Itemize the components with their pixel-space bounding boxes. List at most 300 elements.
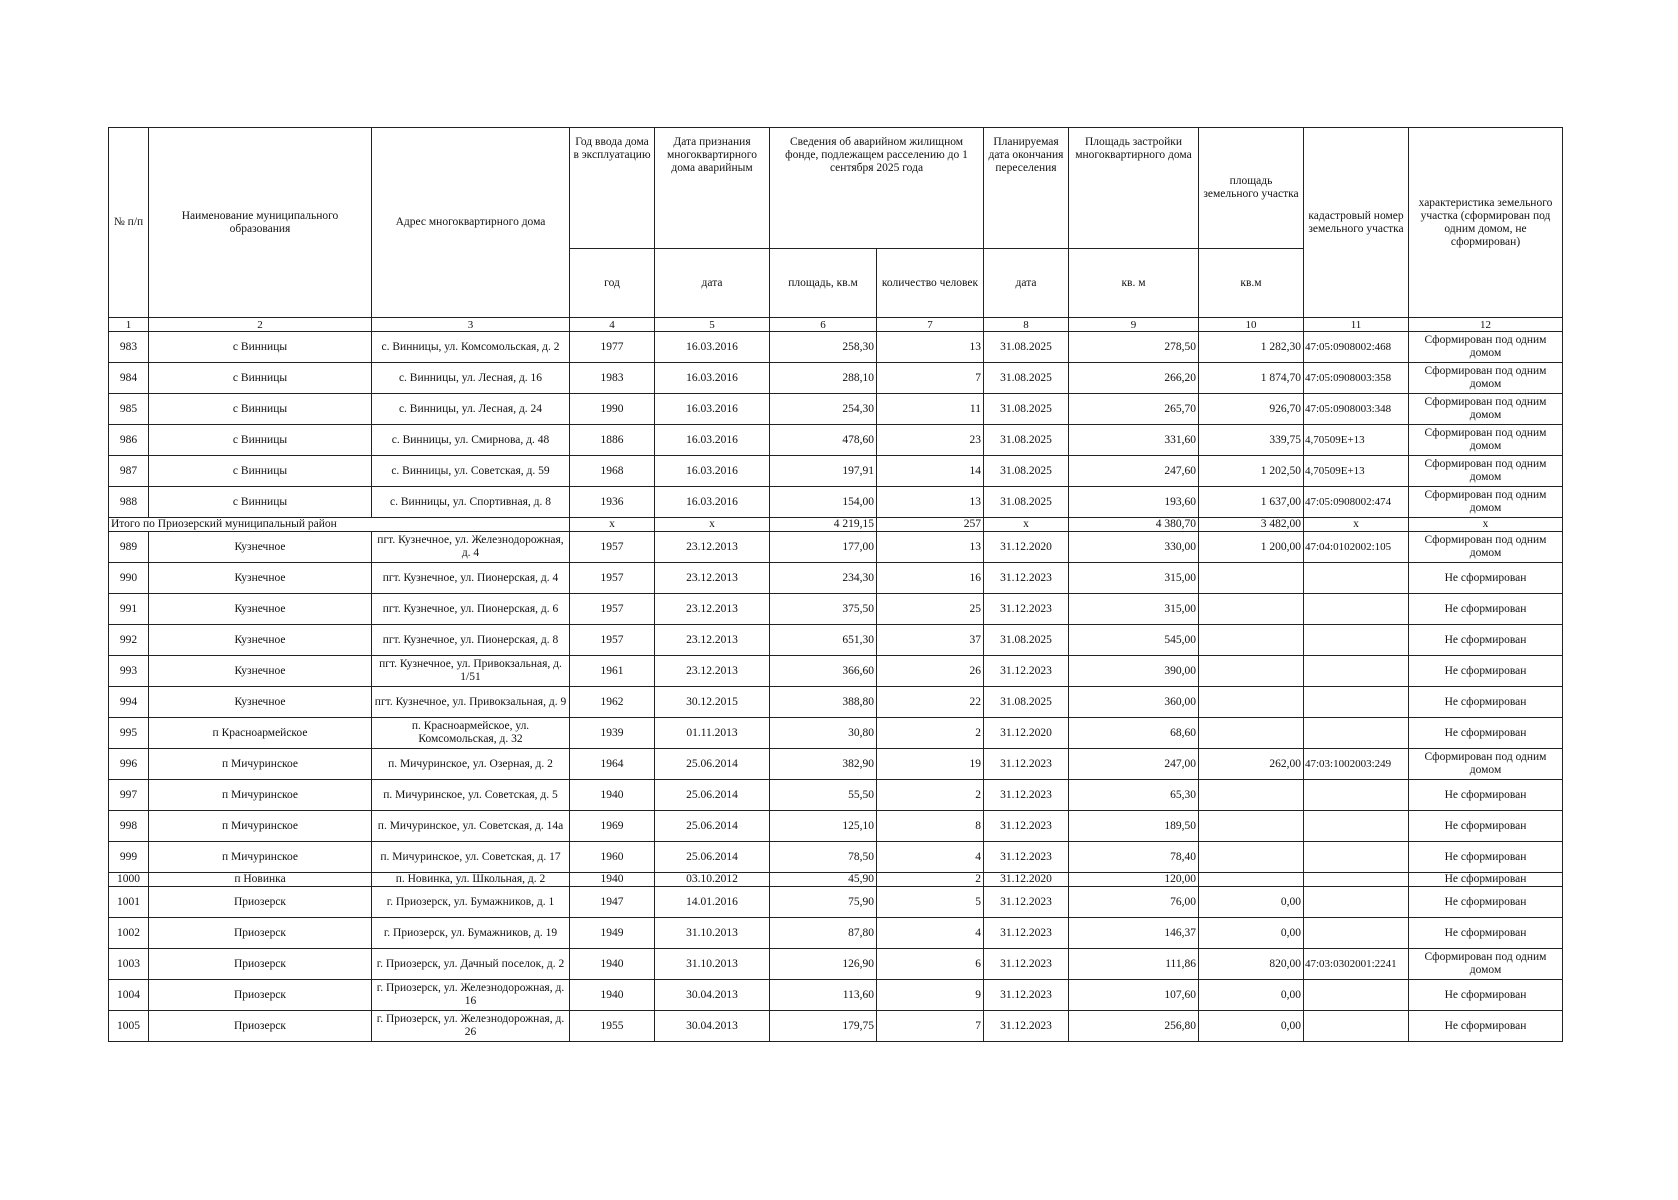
row-planned-date: 31.12.2020 bbox=[984, 873, 1069, 887]
row-number: 991 bbox=[109, 594, 149, 625]
row-cadastral bbox=[1304, 718, 1409, 749]
row-building-area: 107,60 bbox=[1069, 980, 1199, 1011]
row-municipality: с Винницы bbox=[149, 456, 372, 487]
row-number: 1004 bbox=[109, 980, 149, 1011]
row-year-built: 1969 bbox=[570, 811, 655, 842]
row-municipality: с Винницы bbox=[149, 394, 372, 425]
row-number: 990 bbox=[109, 563, 149, 594]
table-row bbox=[109, 842, 1563, 873]
row-land-area: 1 282,30 bbox=[1199, 332, 1304, 363]
table-row bbox=[109, 656, 1563, 687]
row-building-area: 65,30 bbox=[1069, 780, 1199, 811]
col-number: 6 bbox=[770, 318, 877, 332]
row-date-emergency: 25.06.2014 bbox=[655, 842, 770, 873]
table-row bbox=[109, 811, 1563, 842]
row-address: пгт. Кузнечное, ул. Пионерская, д. 6 bbox=[372, 594, 570, 625]
row-number: 985 bbox=[109, 394, 149, 425]
row-land-characteristic: Не сформирован bbox=[1409, 780, 1563, 811]
housing-register-sheet bbox=[108, 127, 1562, 1042]
row-planned-date: 31.08.2025 bbox=[984, 394, 1069, 425]
row-date-emergency: 23.12.2013 bbox=[655, 532, 770, 563]
row-land-characteristic: Сформирован под одним домом bbox=[1409, 332, 1563, 363]
header-land-characteristic: характеристика земельного участка (сформирован под одним домом, не сформирован) bbox=[1409, 128, 1563, 318]
row-area: 388,80 bbox=[770, 687, 877, 718]
table-row bbox=[109, 394, 1563, 425]
row-date-emergency: 31.10.2013 bbox=[655, 949, 770, 980]
row-building-area: 78,40 bbox=[1069, 842, 1199, 873]
table-row bbox=[109, 780, 1563, 811]
row-land-area: 1 637,00 bbox=[1199, 487, 1304, 518]
row-land-characteristic: Не сформирован bbox=[1409, 718, 1563, 749]
row-year-built: 1940 bbox=[570, 873, 655, 887]
row-address: пгт. Кузнечное, ул. Привокзальная, д. 9 bbox=[372, 687, 570, 718]
row-cadastral bbox=[1304, 687, 1409, 718]
row-land-area bbox=[1199, 656, 1304, 687]
row-cadastral bbox=[1304, 1011, 1409, 1042]
row-land-characteristic: Сформирован под одним домом bbox=[1409, 363, 1563, 394]
row-year-built: 1957 bbox=[570, 625, 655, 656]
header-address: Адрес многоквартирного дома bbox=[372, 128, 570, 318]
row-building-area: 331,60 bbox=[1069, 425, 1199, 456]
row-year-built: 1962 bbox=[570, 687, 655, 718]
row-year-built: 1939 bbox=[570, 718, 655, 749]
row-area: 30,80 bbox=[770, 718, 877, 749]
total-land-area: 3 482,00 bbox=[1199, 518, 1304, 532]
row-date-emergency: 16.03.2016 bbox=[655, 363, 770, 394]
row-municipality: п Мичуринское bbox=[149, 842, 372, 873]
row-area: 154,00 bbox=[770, 487, 877, 518]
row-land-area: 1 200,00 bbox=[1199, 532, 1304, 563]
row-address: г. Приозерск, ул. Дачный поселок, д. 2 bbox=[372, 949, 570, 980]
row-area: 197,91 bbox=[770, 456, 877, 487]
row-municipality: с Винницы bbox=[149, 487, 372, 518]
row-cadastral: 4,70509E+13 bbox=[1304, 456, 1409, 487]
row-building-area: 360,00 bbox=[1069, 687, 1199, 718]
row-area: 75,90 bbox=[770, 887, 877, 918]
row-land-characteristic: Не сформирован bbox=[1409, 687, 1563, 718]
table-row bbox=[109, 1011, 1563, 1042]
table-row bbox=[109, 456, 1563, 487]
row-address: г. Приозерск, ул. Железнодорожная, д. 26 bbox=[372, 1011, 570, 1042]
row-date-emergency: 16.03.2016 bbox=[655, 487, 770, 518]
row-people: 22 bbox=[877, 687, 984, 718]
row-address: п. Красноармейское, ул. Комсомольская, д. 32 bbox=[372, 718, 570, 749]
row-area: 254,30 bbox=[770, 394, 877, 425]
row-land-area: 0,00 bbox=[1199, 887, 1304, 918]
row-municipality: п Мичуринское bbox=[149, 811, 372, 842]
row-building-area: 390,00 bbox=[1069, 656, 1199, 687]
emergency-housing-table bbox=[108, 127, 1563, 1042]
row-people: 25 bbox=[877, 594, 984, 625]
total-cadastral: х bbox=[1304, 518, 1409, 532]
row-municipality: Приозерск bbox=[149, 1011, 372, 1042]
row-year-built: 1955 bbox=[570, 1011, 655, 1042]
row-people: 13 bbox=[877, 332, 984, 363]
row-land-characteristic: Не сформирован bbox=[1409, 1011, 1563, 1042]
row-building-area: 265,70 bbox=[1069, 394, 1199, 425]
row-year-built: 1957 bbox=[570, 532, 655, 563]
row-building-area: 111,86 bbox=[1069, 949, 1199, 980]
subheader-date: дата bbox=[655, 249, 770, 318]
table-row bbox=[109, 949, 1563, 980]
row-area: 45,90 bbox=[770, 873, 877, 887]
row-municipality: Кузнечное bbox=[149, 687, 372, 718]
row-year-built: 1947 bbox=[570, 887, 655, 918]
row-land-area: 0,00 bbox=[1199, 1011, 1304, 1042]
row-municipality: с Винницы bbox=[149, 332, 372, 363]
table-row bbox=[109, 363, 1563, 394]
row-planned-date: 31.08.2025 bbox=[984, 687, 1069, 718]
row-area: 179,75 bbox=[770, 1011, 877, 1042]
row-planned-date: 31.08.2025 bbox=[984, 363, 1069, 394]
col-number: 8 bbox=[984, 318, 1069, 332]
row-building-area: 266,20 bbox=[1069, 363, 1199, 394]
table-row bbox=[109, 687, 1563, 718]
row-building-area: 189,50 bbox=[1069, 811, 1199, 842]
row-date-emergency: 25.06.2014 bbox=[655, 811, 770, 842]
row-people: 13 bbox=[877, 532, 984, 563]
subheader-sqm: кв. м bbox=[1069, 249, 1199, 318]
row-building-area: 545,00 bbox=[1069, 625, 1199, 656]
subheader-sqm2: кв.м bbox=[1199, 249, 1304, 318]
total-date: х bbox=[655, 518, 770, 532]
row-year-built: 1957 bbox=[570, 563, 655, 594]
subheader-area: площадь, кв.м bbox=[770, 249, 877, 318]
col-number: 7 bbox=[877, 318, 984, 332]
row-people: 4 bbox=[877, 842, 984, 873]
row-number: 987 bbox=[109, 456, 149, 487]
row-address: п. Мичуринское, ул. Советская, д. 14а bbox=[372, 811, 570, 842]
row-planned-date: 31.12.2023 bbox=[984, 749, 1069, 780]
row-address: г. Приозерск, ул. Железнодорожная, д. 16 bbox=[372, 980, 570, 1011]
row-municipality: Кузнечное bbox=[149, 625, 372, 656]
row-land-characteristic: Не сформирован bbox=[1409, 980, 1563, 1011]
row-cadastral: 47:05:0908002:468 bbox=[1304, 332, 1409, 363]
row-date-emergency: 23.12.2013 bbox=[655, 594, 770, 625]
row-cadastral bbox=[1304, 594, 1409, 625]
row-address: пгт. Кузнечное, ул. Пионерская, д. 8 bbox=[372, 625, 570, 656]
row-land-area: 1 202,50 bbox=[1199, 456, 1304, 487]
row-number: 1001 bbox=[109, 887, 149, 918]
row-address: п. Мичуринское, ул. Советская, д. 5 bbox=[372, 780, 570, 811]
row-year-built: 1960 bbox=[570, 842, 655, 873]
row-building-area: 68,60 bbox=[1069, 718, 1199, 749]
col-number: 1 bbox=[109, 318, 149, 332]
row-number: 996 bbox=[109, 749, 149, 780]
row-date-emergency: 16.03.2016 bbox=[655, 332, 770, 363]
col-number: 11 bbox=[1304, 318, 1409, 332]
row-cadastral: 47:03:0302001:2241 bbox=[1304, 949, 1409, 980]
total-characteristic: х bbox=[1409, 518, 1563, 532]
row-planned-date: 31.12.2020 bbox=[984, 532, 1069, 563]
row-cadastral bbox=[1304, 980, 1409, 1011]
row-number: 988 bbox=[109, 487, 149, 518]
row-people: 37 bbox=[877, 625, 984, 656]
row-people: 4 bbox=[877, 918, 984, 949]
row-date-emergency: 30.04.2013 bbox=[655, 1011, 770, 1042]
row-land-area bbox=[1199, 842, 1304, 873]
row-planned-date: 31.08.2025 bbox=[984, 456, 1069, 487]
row-year-built: 1977 bbox=[570, 332, 655, 363]
row-number: 1000 bbox=[109, 873, 149, 887]
row-address: п. Мичуринское, ул. Озерная, д. 2 bbox=[372, 749, 570, 780]
table-row bbox=[109, 425, 1563, 456]
row-cadastral bbox=[1304, 887, 1409, 918]
row-people: 14 bbox=[877, 456, 984, 487]
row-date-emergency: 16.03.2016 bbox=[655, 394, 770, 425]
row-planned-date: 31.08.2025 bbox=[984, 332, 1069, 363]
row-land-characteristic: Сформирован под одним домом bbox=[1409, 425, 1563, 456]
row-people: 19 bbox=[877, 749, 984, 780]
row-land-area bbox=[1199, 594, 1304, 625]
row-address: с. Винницы, ул. Лесная, д. 24 bbox=[372, 394, 570, 425]
row-number: 1003 bbox=[109, 949, 149, 980]
row-area: 87,80 bbox=[770, 918, 877, 949]
row-people: 7 bbox=[877, 1011, 984, 1042]
row-municipality: Кузнечное bbox=[149, 656, 372, 687]
row-municipality: с Винницы bbox=[149, 363, 372, 394]
row-land-characteristic: Не сформирован bbox=[1409, 918, 1563, 949]
row-year-built: 1949 bbox=[570, 918, 655, 949]
subheader-date2: дата bbox=[984, 249, 1069, 318]
row-land-area bbox=[1199, 780, 1304, 811]
total-plan: х bbox=[984, 518, 1069, 532]
row-land-area bbox=[1199, 687, 1304, 718]
row-date-emergency: 16.03.2016 bbox=[655, 425, 770, 456]
row-municipality: п Мичуринское bbox=[149, 780, 372, 811]
row-building-area: 315,00 bbox=[1069, 563, 1199, 594]
row-people: 2 bbox=[877, 873, 984, 887]
row-year-built: 1957 bbox=[570, 594, 655, 625]
row-area: 651,30 bbox=[770, 625, 877, 656]
table-row bbox=[109, 563, 1563, 594]
row-area: 78,50 bbox=[770, 842, 877, 873]
row-planned-date: 31.12.2023 bbox=[984, 656, 1069, 687]
row-year-built: 1983 bbox=[570, 363, 655, 394]
row-date-emergency: 14.01.2016 bbox=[655, 887, 770, 918]
table-row bbox=[109, 532, 1563, 563]
row-number: 995 bbox=[109, 718, 149, 749]
row-land-characteristic: Не сформирован bbox=[1409, 594, 1563, 625]
row-address: п. Мичуринское, ул. Советская, д. 17 bbox=[372, 842, 570, 873]
row-cadastral bbox=[1304, 656, 1409, 687]
total-year: х bbox=[570, 518, 655, 532]
col-number: 12 bbox=[1409, 318, 1563, 332]
row-land-area bbox=[1199, 811, 1304, 842]
row-municipality: с Винницы bbox=[149, 425, 372, 456]
row-number: 993 bbox=[109, 656, 149, 687]
row-land-area: 339,75 bbox=[1199, 425, 1304, 456]
row-land-characteristic: Не сформирован bbox=[1409, 873, 1563, 887]
table-row bbox=[109, 749, 1563, 780]
row-number: 998 bbox=[109, 811, 149, 842]
row-address: п. Новинка, ул. Школьная, д. 2 bbox=[372, 873, 570, 887]
row-land-area: 926,70 bbox=[1199, 394, 1304, 425]
row-land-area: 262,00 bbox=[1199, 749, 1304, 780]
row-area: 375,50 bbox=[770, 594, 877, 625]
row-date-emergency: 16.03.2016 bbox=[655, 456, 770, 487]
col-number: 3 bbox=[372, 318, 570, 332]
row-people: 16 bbox=[877, 563, 984, 594]
row-building-area: 256,80 bbox=[1069, 1011, 1199, 1042]
subheader-people: количество человек bbox=[877, 249, 984, 318]
row-date-emergency: 01.11.2013 bbox=[655, 718, 770, 749]
row-date-emergency: 23.12.2013 bbox=[655, 656, 770, 687]
row-planned-date: 31.12.2023 bbox=[984, 842, 1069, 873]
row-land-area bbox=[1199, 563, 1304, 594]
row-year-built: 1940 bbox=[570, 780, 655, 811]
row-people: 13 bbox=[877, 487, 984, 518]
table-row bbox=[109, 887, 1563, 918]
row-cadastral: 47:03:1002003:249 bbox=[1304, 749, 1409, 780]
row-planned-date: 31.12.2023 bbox=[984, 563, 1069, 594]
table-row bbox=[109, 918, 1563, 949]
row-number: 1002 bbox=[109, 918, 149, 949]
row-area: 125,10 bbox=[770, 811, 877, 842]
row-planned-date: 31.08.2025 bbox=[984, 425, 1069, 456]
row-cadastral bbox=[1304, 780, 1409, 811]
row-land-area: 1 874,70 bbox=[1199, 363, 1304, 394]
header-planned-date: Планируемая дата окончания переселения bbox=[984, 128, 1069, 249]
row-number: 992 bbox=[109, 625, 149, 656]
table-row bbox=[109, 487, 1563, 518]
row-building-area: 278,50 bbox=[1069, 332, 1199, 363]
total-area: 4 219,15 bbox=[770, 518, 877, 532]
row-building-area: 193,60 bbox=[1069, 487, 1199, 518]
row-land-characteristic: Сформирован под одним домом bbox=[1409, 949, 1563, 980]
row-planned-date: 31.12.2023 bbox=[984, 1011, 1069, 1042]
row-planned-date: 31.12.2023 bbox=[984, 980, 1069, 1011]
row-address: пгт. Кузнечное, ул. Привокзальная, д. 1/51 bbox=[372, 656, 570, 687]
col-number: 2 bbox=[149, 318, 372, 332]
row-people: 9 bbox=[877, 980, 984, 1011]
header-building-area: Площадь застройки многоквартирного дома bbox=[1069, 128, 1199, 249]
row-number: 997 bbox=[109, 780, 149, 811]
table-row bbox=[109, 594, 1563, 625]
row-date-emergency: 03.10.2012 bbox=[655, 873, 770, 887]
row-land-characteristic: Сформирован под одним домом bbox=[1409, 394, 1563, 425]
row-people: 23 bbox=[877, 425, 984, 456]
row-cadastral: 47:04:0102002:105 bbox=[1304, 532, 1409, 563]
row-number: 999 bbox=[109, 842, 149, 873]
row-number: 989 bbox=[109, 532, 149, 563]
row-year-built: 1990 bbox=[570, 394, 655, 425]
row-municipality: п Новинка bbox=[149, 873, 372, 887]
row-land-characteristic: Сформирован под одним домом bbox=[1409, 532, 1563, 563]
row-number: 1005 bbox=[109, 1011, 149, 1042]
row-area: 258,30 bbox=[770, 332, 877, 363]
row-land-area: 0,00 bbox=[1199, 980, 1304, 1011]
row-year-built: 1964 bbox=[570, 749, 655, 780]
row-area: 234,30 bbox=[770, 563, 877, 594]
row-land-characteristic: Не сформирован bbox=[1409, 811, 1563, 842]
row-cadastral bbox=[1304, 918, 1409, 949]
row-people: 6 bbox=[877, 949, 984, 980]
header-date-emergency: Дата признания многоквартирного дома аварийным bbox=[655, 128, 770, 249]
row-planned-date: 31.08.2025 bbox=[984, 625, 1069, 656]
row-land-characteristic: Сформирован под одним домом bbox=[1409, 487, 1563, 518]
row-number: 984 bbox=[109, 363, 149, 394]
row-date-emergency: 23.12.2013 bbox=[655, 563, 770, 594]
row-land-characteristic: Не сформирован bbox=[1409, 842, 1563, 873]
col-number: 9 bbox=[1069, 318, 1199, 332]
row-area: 382,90 bbox=[770, 749, 877, 780]
row-building-area: 146,37 bbox=[1069, 918, 1199, 949]
row-municipality: Приозерск bbox=[149, 980, 372, 1011]
row-land-characteristic: Сформирован под одним домом bbox=[1409, 749, 1563, 780]
row-municipality: п Мичуринское bbox=[149, 749, 372, 780]
row-people: 11 bbox=[877, 394, 984, 425]
header-num: № п/п bbox=[109, 128, 149, 318]
row-year-built: 1961 bbox=[570, 656, 655, 687]
row-planned-date: 31.12.2023 bbox=[984, 780, 1069, 811]
row-area: 177,00 bbox=[770, 532, 877, 563]
row-date-emergency: 30.12.2015 bbox=[655, 687, 770, 718]
row-cadastral: 47:05:0908003:348 bbox=[1304, 394, 1409, 425]
row-building-area: 315,00 bbox=[1069, 594, 1199, 625]
row-area: 113,60 bbox=[770, 980, 877, 1011]
table-row bbox=[109, 873, 1563, 887]
row-people: 5 bbox=[877, 887, 984, 918]
row-address: пгт. Кузнечное, ул. Пионерская, д. 4 bbox=[372, 563, 570, 594]
row-cadastral bbox=[1304, 563, 1409, 594]
row-address: г. Приозерск, ул. Бумажников, д. 19 bbox=[372, 918, 570, 949]
row-people: 26 bbox=[877, 656, 984, 687]
table-row bbox=[109, 332, 1563, 363]
col-number: 4 bbox=[570, 318, 655, 332]
row-municipality: п Красноармейское bbox=[149, 718, 372, 749]
row-date-emergency: 31.10.2013 bbox=[655, 918, 770, 949]
row-address: г. Приозерск, ул. Бумажников, д. 1 bbox=[372, 887, 570, 918]
row-land-characteristic: Не сформирован bbox=[1409, 656, 1563, 687]
row-people: 7 bbox=[877, 363, 984, 394]
row-land-area bbox=[1199, 625, 1304, 656]
row-building-area: 247,60 bbox=[1069, 456, 1199, 487]
total-people: 257 bbox=[877, 518, 984, 532]
row-area: 126,90 bbox=[770, 949, 877, 980]
row-cadastral bbox=[1304, 873, 1409, 887]
row-planned-date: 31.12.2023 bbox=[984, 918, 1069, 949]
row-land-area bbox=[1199, 873, 1304, 887]
header-municipality: Наименование муниципального образования bbox=[149, 128, 372, 318]
header-year-built: Год ввода дома в эксплуатацию bbox=[570, 128, 655, 249]
header-cadastral: кадастровый номер земельного участка bbox=[1304, 128, 1409, 318]
row-people: 2 bbox=[877, 718, 984, 749]
row-land-characteristic: Не сформирован bbox=[1409, 563, 1563, 594]
row-number: 994 bbox=[109, 687, 149, 718]
table-row bbox=[109, 625, 1563, 656]
row-year-built: 1940 bbox=[570, 949, 655, 980]
row-area: 55,50 bbox=[770, 780, 877, 811]
row-municipality: Приозерск bbox=[149, 918, 372, 949]
row-cadastral: 4,70509E+13 bbox=[1304, 425, 1409, 456]
row-date-emergency: 25.06.2014 bbox=[655, 749, 770, 780]
total-building-area: 4 380,70 bbox=[1069, 518, 1199, 532]
table-row bbox=[109, 718, 1563, 749]
total-row bbox=[109, 518, 1563, 532]
row-cadastral bbox=[1304, 842, 1409, 873]
row-number: 983 bbox=[109, 332, 149, 363]
row-area: 478,60 bbox=[770, 425, 877, 456]
total-label: Итого по Приозерский муниципальный район bbox=[109, 518, 570, 532]
subheader-year: год bbox=[570, 249, 655, 318]
row-year-built: 1886 bbox=[570, 425, 655, 456]
row-people: 2 bbox=[877, 780, 984, 811]
row-year-built: 1940 bbox=[570, 980, 655, 1011]
row-year-built: 1936 bbox=[570, 487, 655, 518]
row-municipality: Приозерск bbox=[149, 949, 372, 980]
row-building-area: 330,00 bbox=[1069, 532, 1199, 563]
